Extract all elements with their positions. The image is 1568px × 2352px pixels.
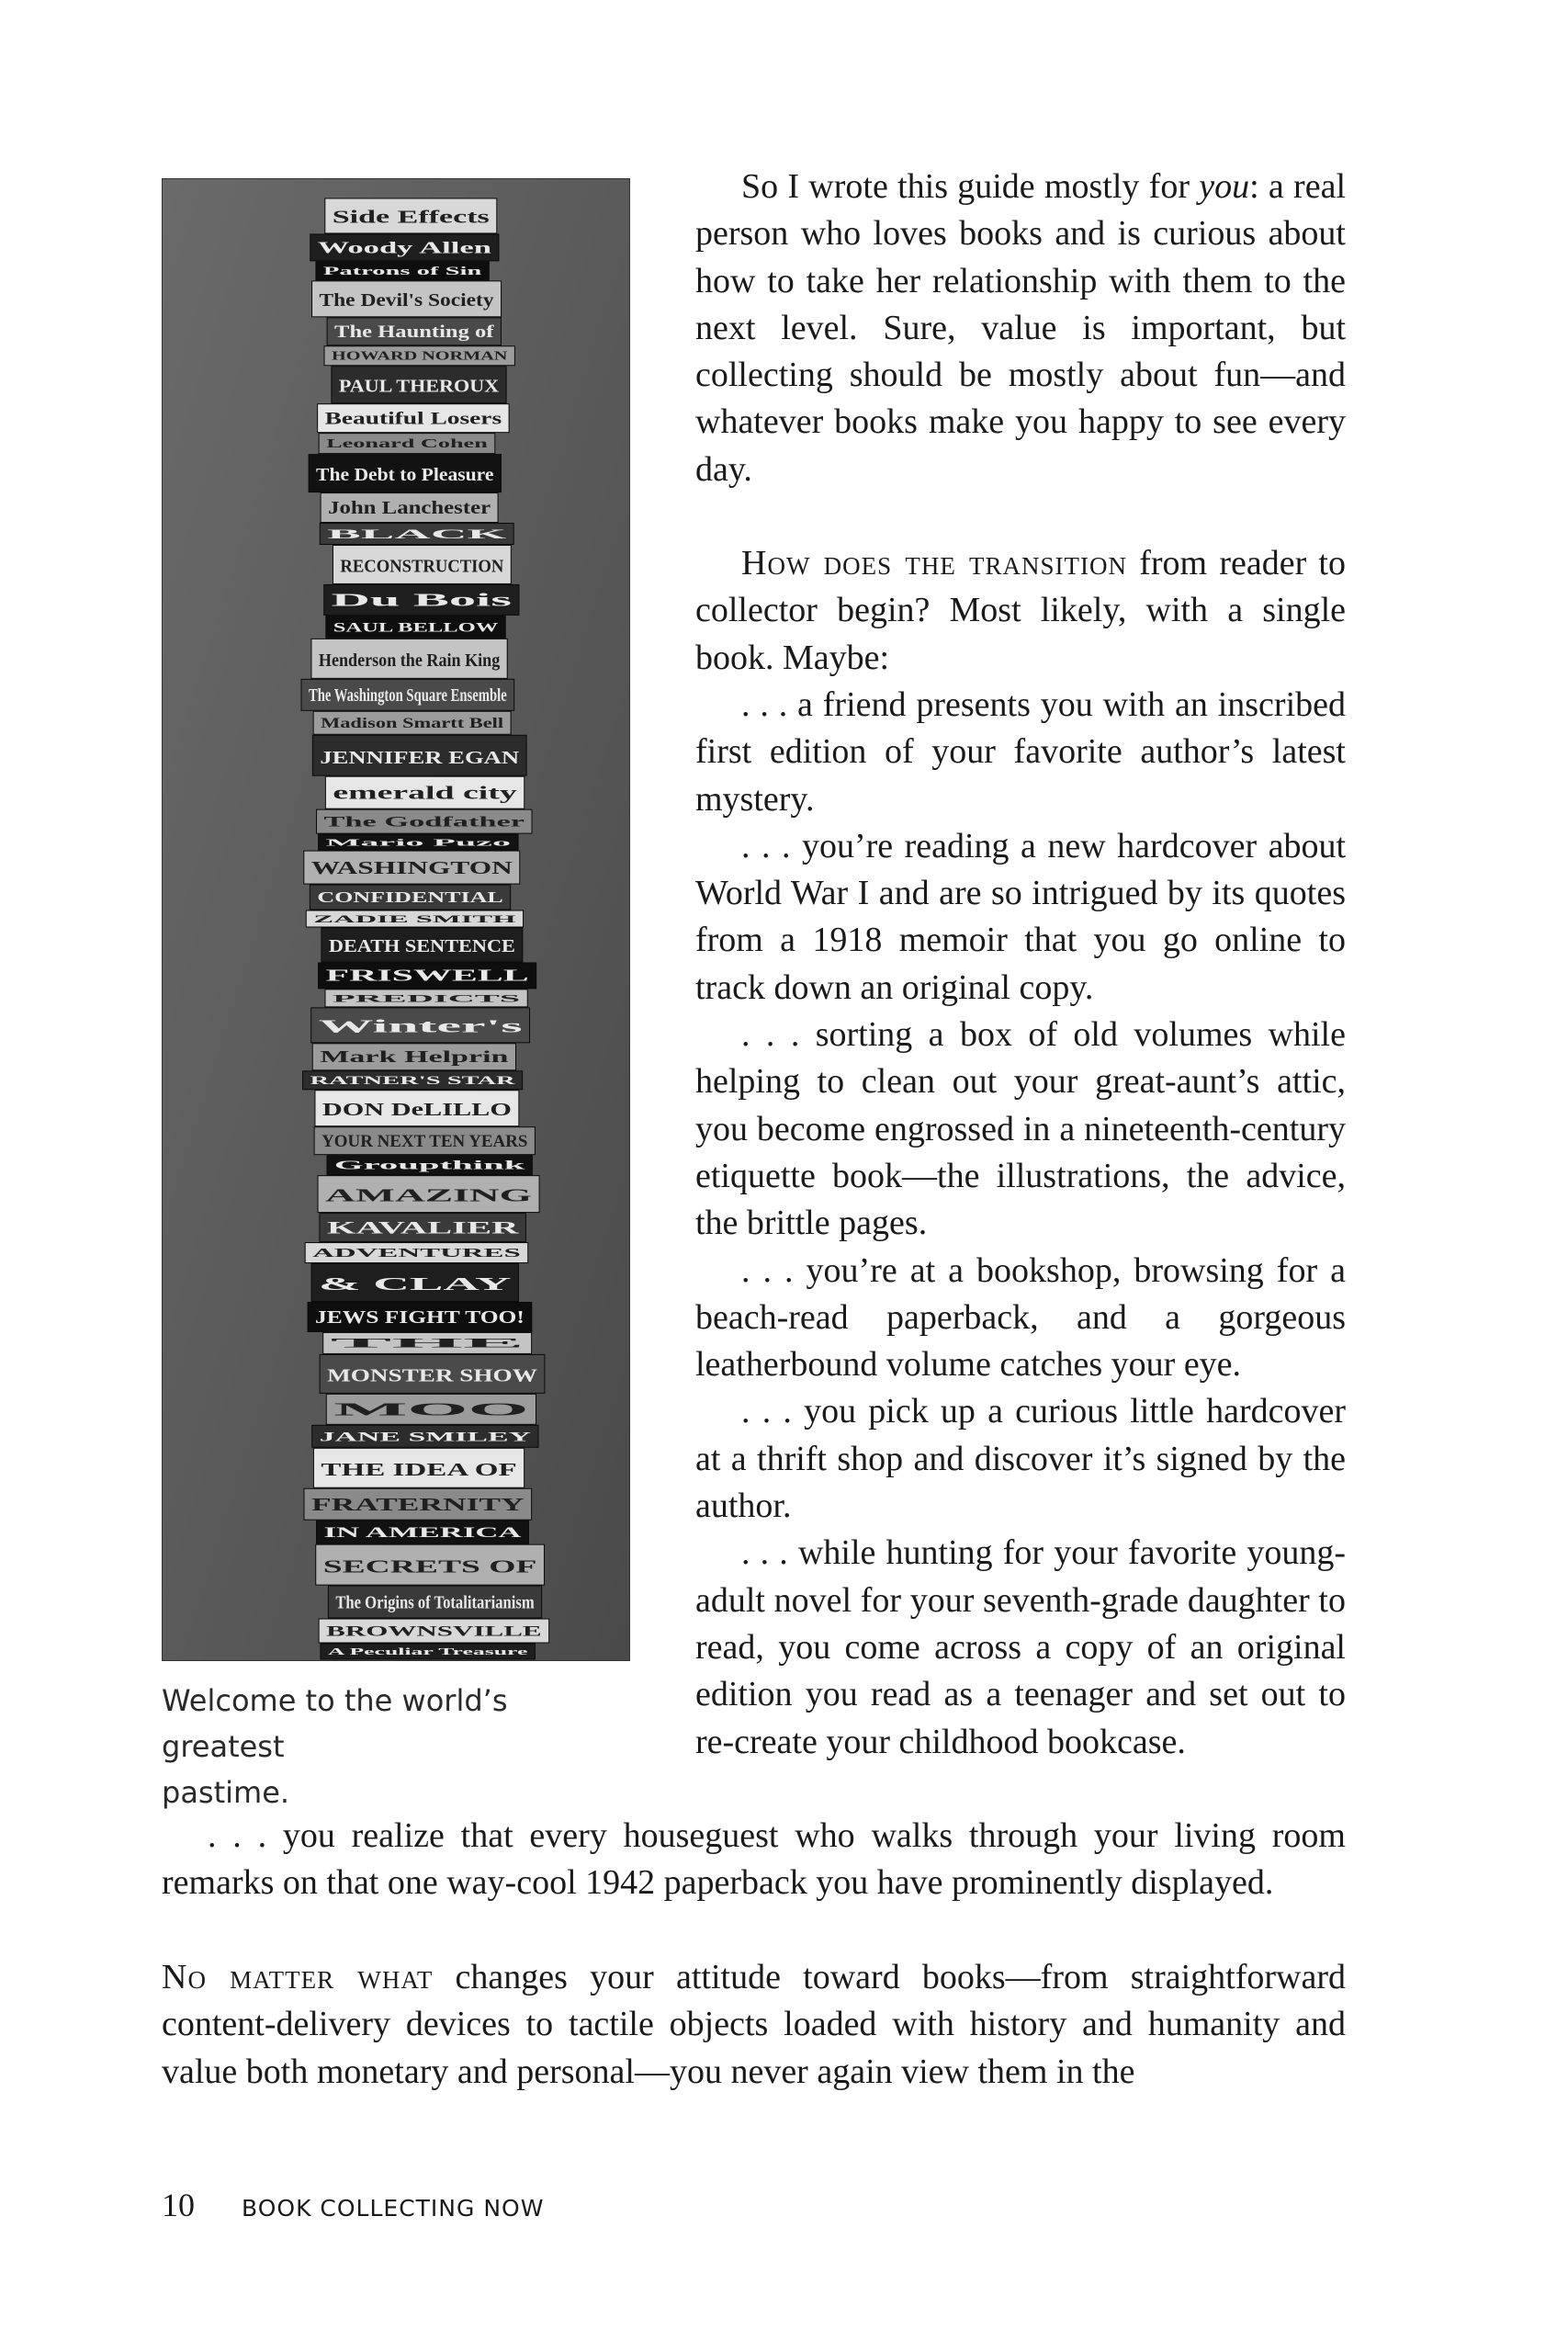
book-spine-title: Beautiful Losers (324, 409, 502, 429)
book-spine-title: IN AMERICA (323, 1524, 524, 1541)
emphasis-you: you (1199, 167, 1250, 206)
book-spine-title: SECRETS OF (322, 1556, 537, 1577)
caption-line-2: pastime. (162, 1775, 290, 1810)
book-spine-title: JEWS FIGHT TOO! (315, 1306, 525, 1328)
small-caps-lead-2: No matter what (162, 1958, 434, 1996)
book-spine-title: Madison Smartt Bell (321, 715, 505, 731)
book-spine-title: ADVENTURES (312, 1246, 522, 1261)
book-spine-title: The Devil's Society (319, 290, 494, 311)
book-spine-title: The Debt to Pleasure (316, 465, 494, 486)
small-caps-lead: How does the transition (741, 544, 1128, 583)
book-spine-title: JANE SMILEY (319, 1430, 532, 1445)
paragraph-guide-intro: So I wrote this guide mostly for you: a real person who loves books and is curious about how to take her relationship with them to the next level. Sure, value is important, but collecting should be mostly about fun—and whatever books make you happy to see every day. (695, 167, 1346, 489)
book-spine-title: & CLAY (319, 1274, 513, 1295)
paragraph-maybe-thrift: . . . you pick up a curious little hardcover at a thrift shop and discover it’s signed by the author. (695, 1392, 1346, 1526)
book-spine-title: THE IDEA OF (321, 1460, 517, 1481)
book-spine-title: BLACK (327, 526, 510, 542)
book-spine-title: MONSTER SHOW (327, 1365, 537, 1386)
book-spine-title: JENNIFER EGAN (320, 747, 520, 768)
book-spine-title: FRISWELL (325, 967, 529, 985)
photo-caption (162, 1678, 621, 1815)
book-spine-title: AMAZING (325, 1185, 533, 1206)
paragraph-transition: How does the transition from reader to collector begin? Most likely, with a single book. Maybe: (695, 544, 1346, 677)
book-spine-title: DON DeLILLO (321, 1099, 512, 1120)
book-spine-title: Mario Puzo (325, 837, 512, 849)
book-spine-title: YOUR NEXT TEN YEARS (321, 1131, 528, 1151)
book-spine-title: Leonard Cohen (326, 436, 489, 451)
book-spine-title: THE (330, 1336, 525, 1351)
book-stack-photo (162, 178, 630, 1661)
book-spine-title: Side Effects (332, 207, 491, 228)
running-title: BOOK COLLECTING NOW (242, 2195, 545, 2222)
book-spine-title: John Lanchester (328, 497, 491, 518)
book-spine-title: BROWNSVILLE (326, 1623, 542, 1640)
caption-line-1: Welcome to the world’s greatest (162, 1683, 508, 1764)
book-spine-title: PREDICTS (332, 991, 522, 1005)
book-spine-title: MOO (333, 1399, 529, 1420)
book-spine-title: Mark Helprin (320, 1047, 509, 1067)
paragraph-maybe-bookshop: . . . you’re at a bookshop, browsing for a beach-read paperback, and a gorgeous leatherbound volume catches your eye. (695, 1250, 1346, 1385)
paragraph-maybe-friend: . . . a friend presents you with an inscribed first edition of your favorite author’s latest mystery. (695, 684, 1346, 819)
book-spine-title: KAVALIER (326, 1218, 519, 1238)
paragraph-maybe-attic: . . . sorting a box of old volumes while helping to clean out your great-aunt’s attic, you become engrossed in a nineteenth-century etiquette book—the illustrations, the advice, the brittle pages. (695, 1015, 1346, 1243)
book-spine-title: DEATH SENTENCE (328, 935, 515, 956)
book-spine-title: Du Bois (331, 590, 513, 611)
book-stack-illustration (163, 179, 629, 1660)
book-spine-title: Woody Allen (317, 238, 492, 257)
book-spine-title: ZADIE SMITH (313, 913, 517, 925)
book-spine-title: Henderson the Rain King (318, 650, 501, 672)
book-spine-title: Winter's (318, 1016, 524, 1037)
book-spine-title: The Washington Square Ensemble (308, 685, 507, 707)
book-spine-title: The Origins of Totalitarianism (335, 1592, 536, 1613)
book-spine-title: PAUL THEROUX (338, 376, 500, 397)
paragraph-maybe-young-adult: . . . while hunting for your favorite young-adult novel for your seventh-grade daughter to read, you come across a copy of an original edition you read as a teenager and set out to re-create your childhood bookcase. (695, 1533, 1346, 1761)
book-spine-title: HOWARD NORMAN (331, 348, 509, 363)
book-spine-title: A Peculiar Treasure (327, 1646, 528, 1658)
book-spine-title: The Haunting of (334, 322, 495, 342)
book-spine-title: SAUL BELLOW (333, 620, 499, 636)
book-spine-title: FRATERNITY (310, 1494, 525, 1516)
paragraph-no-matter-what: No matter what changes your attitude toward books—from straightforward content-delivery devices to tactile objects loaded with history and humanity and value both monetary and personal—you never again view them in the (162, 1958, 1347, 2091)
book-spine-title: RATNER'S STAR (310, 1074, 517, 1088)
right-column-text (695, 164, 1346, 1766)
book-spine-title: CONFIDENTIAL (317, 888, 503, 907)
paragraph-houseguest: . . . you realize that every houseguest who walks through your living room remarks on that one way-cool 1942 paperback you have prominently displayed. (162, 1816, 1346, 1903)
book-spine-title: Groupthink (333, 1158, 527, 1172)
book-spine-title: emerald city (333, 783, 517, 804)
book-spine-title: RECONSTRUCTION (340, 556, 504, 577)
book-spine-title: Patrons of Sin (322, 265, 482, 278)
book-spine-title: WASHINGTON (310, 858, 513, 879)
paragraph-maybe-wwi: . . . you’re reading a new hardcover about World War I and are so intrigued by its quotes from a 1918 memoir that you go online to track down an original copy. (695, 826, 1346, 1007)
page-footer (162, 2182, 544, 2228)
page-number: 10 (162, 2187, 195, 2223)
book-spine-title: The Godfather (323, 814, 525, 831)
